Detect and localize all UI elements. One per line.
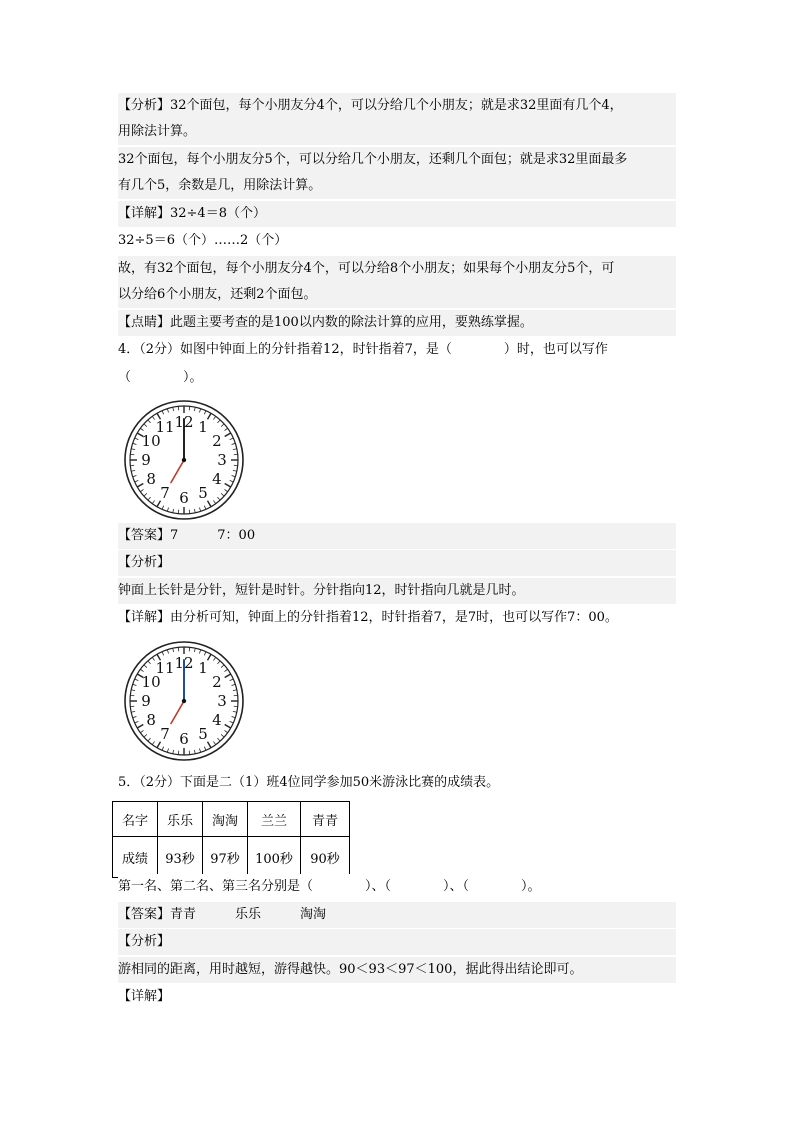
q4-detail: 【详解】由分析可知，钟面上的分针指着12，时针指着7，是7时，也可以写作7：00。 [118, 605, 676, 631]
q4-answer: 【答案】7 7：00 [118, 523, 676, 549]
table-row-header [113, 802, 350, 837]
clock-face-svg [122, 398, 246, 522]
clock-number: 2 [212, 673, 222, 691]
clock-number: 7 [160, 483, 170, 502]
q3-comment: 【点睛】此题主要考查的是100以内数的除法计算的应用，要熟练掌握。 [118, 310, 676, 336]
clock-number: 5 [198, 724, 208, 743]
q4-analysis: 钟面上长针是分针，短针是时针。分针指向12，时针指向几就是几时。 [118, 578, 676, 604]
table-cell: 100秒 [248, 837, 301, 878]
table-cell: 成绩 [113, 837, 158, 878]
clock-question [122, 398, 246, 522]
clock-number: 9 [141, 451, 151, 469]
clock-number: 2 [212, 432, 222, 450]
q5-question: 5．（2分）下面是二（1）班4位同学参加50米游泳比赛的成绩表。 [118, 770, 676, 796]
clock-number: 10 [141, 673, 161, 691]
table-cell: 兰兰 [248, 802, 301, 837]
table-cell: 97秒 [203, 837, 248, 878]
clock-center-pin [182, 458, 186, 462]
q3-conclusion-line-1: 故，有32个面包，每个小朋友分4个，可以分给8个小朋友；如果每个小朋友分5个，可 [118, 256, 676, 282]
clock-number: 9 [141, 692, 151, 710]
clock-number: 12 [174, 654, 194, 672]
clock-face-svg [122, 639, 246, 763]
q3-detail-line-1: 【详解】32÷4＝8（个） [118, 201, 676, 227]
q3-analysis-line-2: 用除法计算。 [118, 119, 676, 145]
q3-analysis-line-1: 【分析】32个面包，每个小朋友分4个，可以分给几个小朋友；就是求32里面有几个4， [118, 93, 676, 119]
clock-number: 11 [155, 418, 175, 437]
clock-number: 5 [198, 483, 208, 502]
clock-detail [122, 639, 246, 763]
q5-analysis-label: 【分析】 [118, 929, 676, 955]
clock-number: 6 [179, 489, 189, 507]
table-cell: 90秒 [301, 837, 350, 878]
clock-number: 4 [212, 711, 222, 729]
clock-number: 10 [141, 432, 161, 450]
clock-number: 8 [146, 711, 156, 729]
table-cell: 淘淘 [203, 802, 248, 837]
table-row-scores [113, 837, 350, 878]
clock-number: 3 [217, 451, 227, 469]
clock-number: 3 [217, 692, 227, 710]
table-cell: 乐乐 [158, 802, 203, 837]
q3-analysis-line-4: 有几个5，余数是几，用除法计算。 [118, 173, 676, 199]
table-cell: 名字 [113, 802, 158, 837]
q5-blanks: 第一名、第二名、第三名分别是（ ）、（ ）、（ ）。 [118, 874, 676, 900]
clock-number: 1 [198, 418, 208, 437]
q4-question-line-1: 4．（2分）如图中钟面上的分针指着12，时针指着7，是（ ）时，也可以写作 [118, 337, 676, 363]
clock-number: 11 [155, 659, 175, 678]
q4-question-line-2: （ ）。 [118, 365, 676, 391]
table-cell: 青青 [301, 802, 350, 837]
q3-detail-line-2: 32÷5＝6（个）……2（个） [118, 228, 676, 254]
q3-analysis-line-3: 32个面包，每个小朋友分5个，可以分给几个小朋友，还剩几个面包；就是求32里面最多 [118, 147, 676, 173]
q5-analysis: 游相同的距离，用时越短，游得越快。90＜93＜97＜100，据此得出结论即可。 [118, 957, 676, 983]
q5-answer: 【答案】青青 乐乐 淘淘 [118, 902, 676, 928]
q5-detail-label: 【详解】 [118, 984, 676, 1010]
clock-number: 8 [146, 470, 156, 488]
clock-number: 6 [179, 730, 189, 748]
clock-center-pin [182, 699, 186, 703]
table-cell: 93秒 [158, 837, 203, 878]
clock-number: 12 [174, 413, 194, 431]
clock-number: 1 [198, 659, 208, 678]
q4-analysis-label: 【分析】 [118, 550, 676, 576]
clock-number: 4 [212, 470, 222, 488]
score-table [112, 801, 350, 878]
q3-conclusion-line-2: 以分给6个小朋友，还剩2个面包。 [118, 282, 676, 308]
clock-number: 7 [160, 724, 170, 743]
